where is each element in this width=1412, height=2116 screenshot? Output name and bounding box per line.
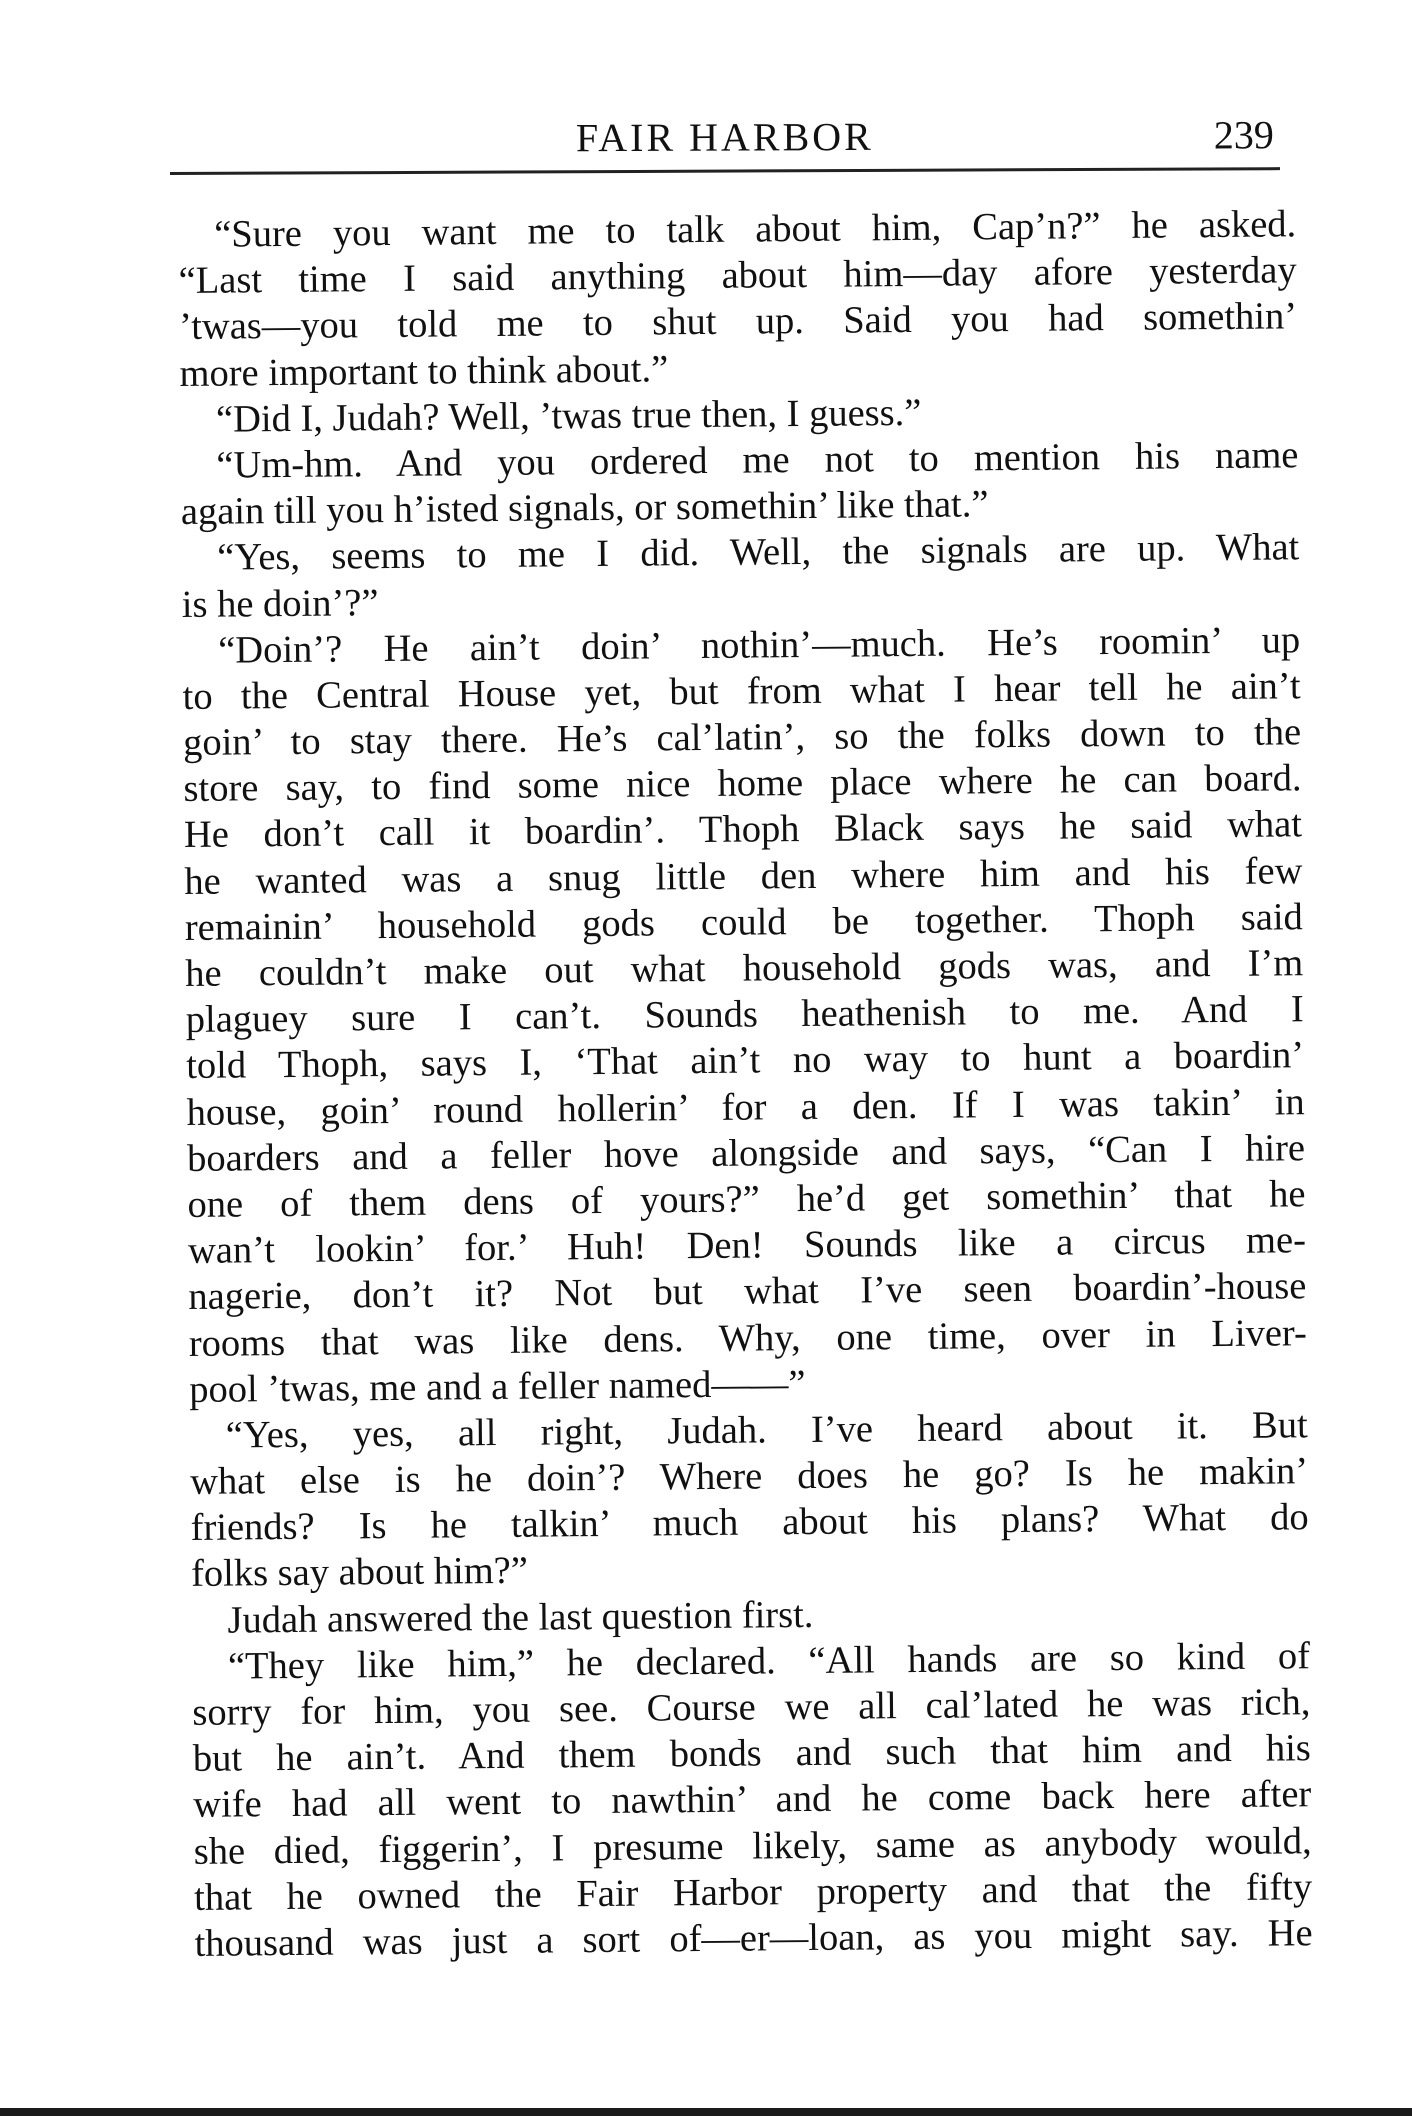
text-line: “Last time I said anything about him—day afore yesterday — [178, 249, 1297, 303]
page-bottom-edge — [0, 2108, 1412, 2116]
text-line: that he owned the Fair Harbor property and that the fifty — [193, 1865, 1313, 1919]
text-line: “Um-hm. And you ordered me not to mention his name — [216, 434, 1299, 487]
text-line: “Sure you want me to talk about him, Cap’n?” he asked. — [214, 203, 1297, 256]
text-line: he wanted was a snug little den where him and his few — [184, 849, 1303, 903]
text-line: she died, figgerin’, I presume likely, same as anybody would, — [193, 1819, 1312, 1873]
text-line: rooms that was like dens. Why, one time, over in Liver- — [188, 1311, 1308, 1365]
text-line: told Thoph, says I, ‘That ain’t no way to hunt a boardin’ — [185, 1034, 1305, 1088]
text-line: but he ain’t. And them bonds and such that him and his — [192, 1727, 1312, 1781]
running-head — [170, 107, 1280, 175]
text-line: nagerie, don’t it? Not but what I’ve seen boardin’-house — [188, 1265, 1307, 1319]
text-line: remainin’ household gods could be together. Thoph said — [184, 896, 1304, 949]
text-line: what else is he doin’? Where does he go? Is he makin’ — [189, 1450, 1309, 1504]
text-line: “Yes, yes, all right, Judah. I’ve heard about it. But — [225, 1404, 1308, 1457]
text-line: pool ’twas, me and a feller named——” — [189, 1362, 806, 1411]
text-line: more important to think about.” — [179, 347, 669, 395]
text-line: friends? Is he talkin’ much about his plans? What do — [190, 1496, 1309, 1550]
text-line: wan’t lookin’ for.’ Huh! Den! Sounds like a circus me- — [187, 1219, 1307, 1273]
text-line: wife had all went to nawthin’ and he come back here after — [193, 1773, 1312, 1827]
text-line: is he doin’?” — [181, 581, 379, 626]
text-line: to the Central House yet, but from what I hear tell he ain’t — [182, 665, 1301, 718]
text-line: “Did I, Judah? Well, ’twas true then, I guess.” — [215, 391, 922, 441]
text-line: thousand was just a sort of—er—loan, as you might say. He — [194, 1912, 1313, 1965]
text-line: Judah answered the last question first. — [227, 1593, 814, 1642]
text-line: house, goin’ round hollerin’ for a den. If I was takin’ in — [186, 1080, 1305, 1134]
text-line: one of them dens of yours?” he’d get somethin’ that he — [187, 1173, 1306, 1226]
text-line: sorry for him, you see. Course we all cal’lated he was rich, — [192, 1681, 1311, 1734]
text-line: boarders and a feller hove alongside and says, “Can I hire — [186, 1126, 1306, 1180]
running-title: FAIR HARBOR — [575, 113, 874, 161]
text-line: store say, to find some nice home place where he can board. — [183, 757, 1302, 811]
text-line: “They like him,” he declared. “All hands are so kind of — [227, 1635, 1311, 1688]
text-line: plaguey sure I can’t. Sounds heathenish to me. And I — [185, 988, 1304, 1042]
text-line: ’twas—you told me to shut up. Said you had somethin’ — [178, 295, 1298, 349]
text-line: again till you h’isted signals, or somethin’ like that.” — [180, 483, 989, 534]
page-number: 239 — [1213, 112, 1274, 158]
text-line: He don’t call it boardin’. Thoph Black says he said what — [183, 803, 1303, 857]
text-line: he couldn’t make out what household gods was, and I’m — [185, 942, 1304, 995]
text-line: goin’ to stay there. He’s cal’latin’, so the folks down to the — [182, 711, 1302, 765]
body-text — [178, 201, 1313, 1967]
text-line: folks say about him?” — [190, 1550, 529, 1596]
text-line: “Yes, seems to me I did. Well, the signals are up. What — [217, 526, 1300, 579]
text-line: “Doin’? He ain’t doin’ nothin’—much. He’s roomin’ up — [218, 618, 1301, 672]
